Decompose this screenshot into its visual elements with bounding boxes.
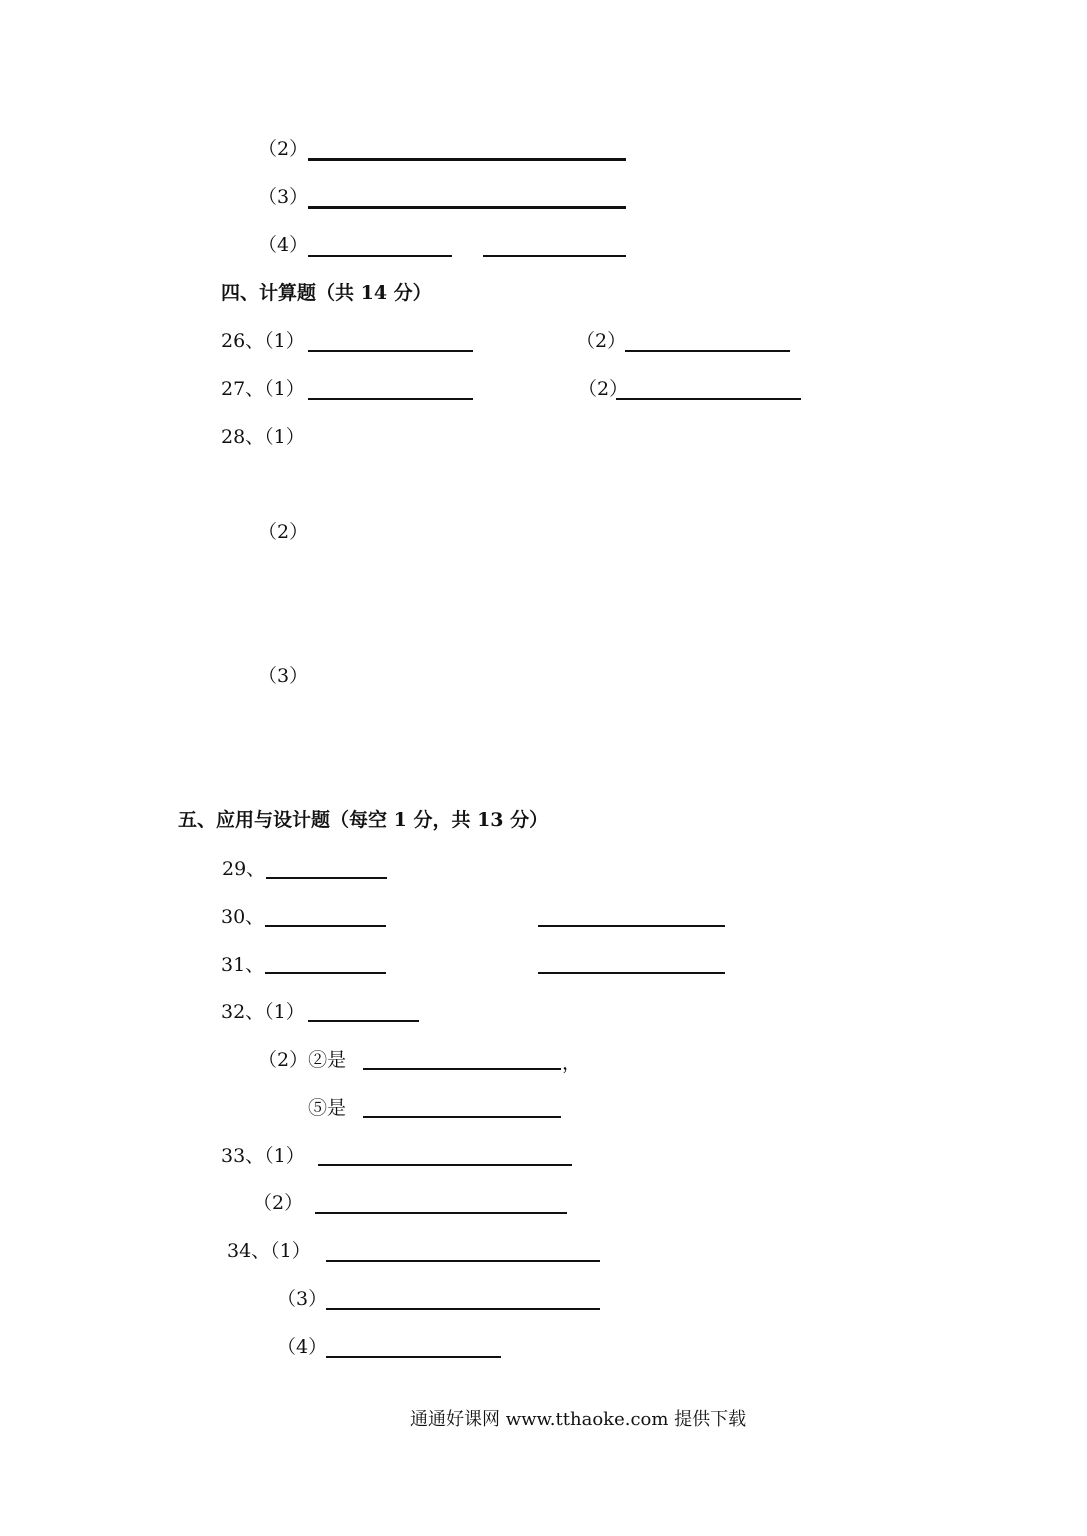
- answer-blank[interactable]: [308, 158, 626, 161]
- answer-blank[interactable]: [315, 1212, 567, 1214]
- item-label: ⑤是: [308, 1097, 347, 1119]
- item-label: （2）②是: [258, 1049, 347, 1071]
- item-label: 34、（1）: [227, 1240, 311, 1262]
- item-label: （2）: [578, 378, 629, 400]
- item-label: 29、: [222, 858, 266, 880]
- item-label: （2）: [576, 330, 627, 352]
- answer-blank[interactable]: [326, 1356, 501, 1358]
- item-label: （3）: [258, 186, 309, 208]
- item-label: （2）: [258, 138, 309, 160]
- answer-blank[interactable]: [625, 350, 790, 352]
- section-heading: 四、计算题（共 14 分）: [221, 282, 432, 304]
- item-label: 31、: [221, 954, 265, 976]
- item-label: 32、（1）: [221, 1001, 305, 1023]
- answer-blank[interactable]: [318, 1164, 572, 1166]
- answer-blank[interactable]: [326, 1260, 600, 1262]
- punctuation-comma: ，: [562, 1052, 582, 1074]
- answer-blank[interactable]: [308, 1020, 419, 1022]
- answer-blank[interactable]: [308, 206, 626, 209]
- item-label: （4）: [258, 234, 309, 256]
- item-label: （3）: [258, 665, 309, 687]
- answer-blank[interactable]: [483, 255, 626, 257]
- answer-blank[interactable]: [266, 877, 387, 879]
- item-label: 26、（1）: [221, 330, 305, 352]
- answer-blank[interactable]: [538, 925, 725, 927]
- answer-blank[interactable]: [363, 1116, 561, 1118]
- item-label: （3）: [277, 1288, 328, 1310]
- answer-blank[interactable]: [308, 398, 473, 400]
- answer-blank[interactable]: [265, 925, 386, 927]
- answer-blank[interactable]: [308, 350, 473, 352]
- item-label: （2）: [258, 521, 309, 543]
- answer-blank[interactable]: [616, 398, 801, 400]
- answer-blank[interactable]: [265, 972, 386, 974]
- item-label: 27、（1）: [221, 378, 305, 400]
- item-label: （2）: [253, 1192, 304, 1214]
- item-label: 30、: [221, 906, 265, 928]
- answer-blank[interactable]: [326, 1308, 600, 1310]
- answer-blank[interactable]: [308, 255, 452, 257]
- page-footer: 通通好课网 www.tthaoke.com 提供下载: [410, 1409, 747, 1430]
- item-label: 28、（1）: [221, 426, 305, 448]
- answer-blank[interactable]: [363, 1068, 561, 1070]
- section-heading: 五、应用与设计题（每空 1 分，共 13 分）: [178, 809, 549, 831]
- item-label: 33、（1）: [221, 1145, 305, 1167]
- answer-blank[interactable]: [538, 972, 725, 974]
- item-label: （4）: [277, 1336, 328, 1358]
